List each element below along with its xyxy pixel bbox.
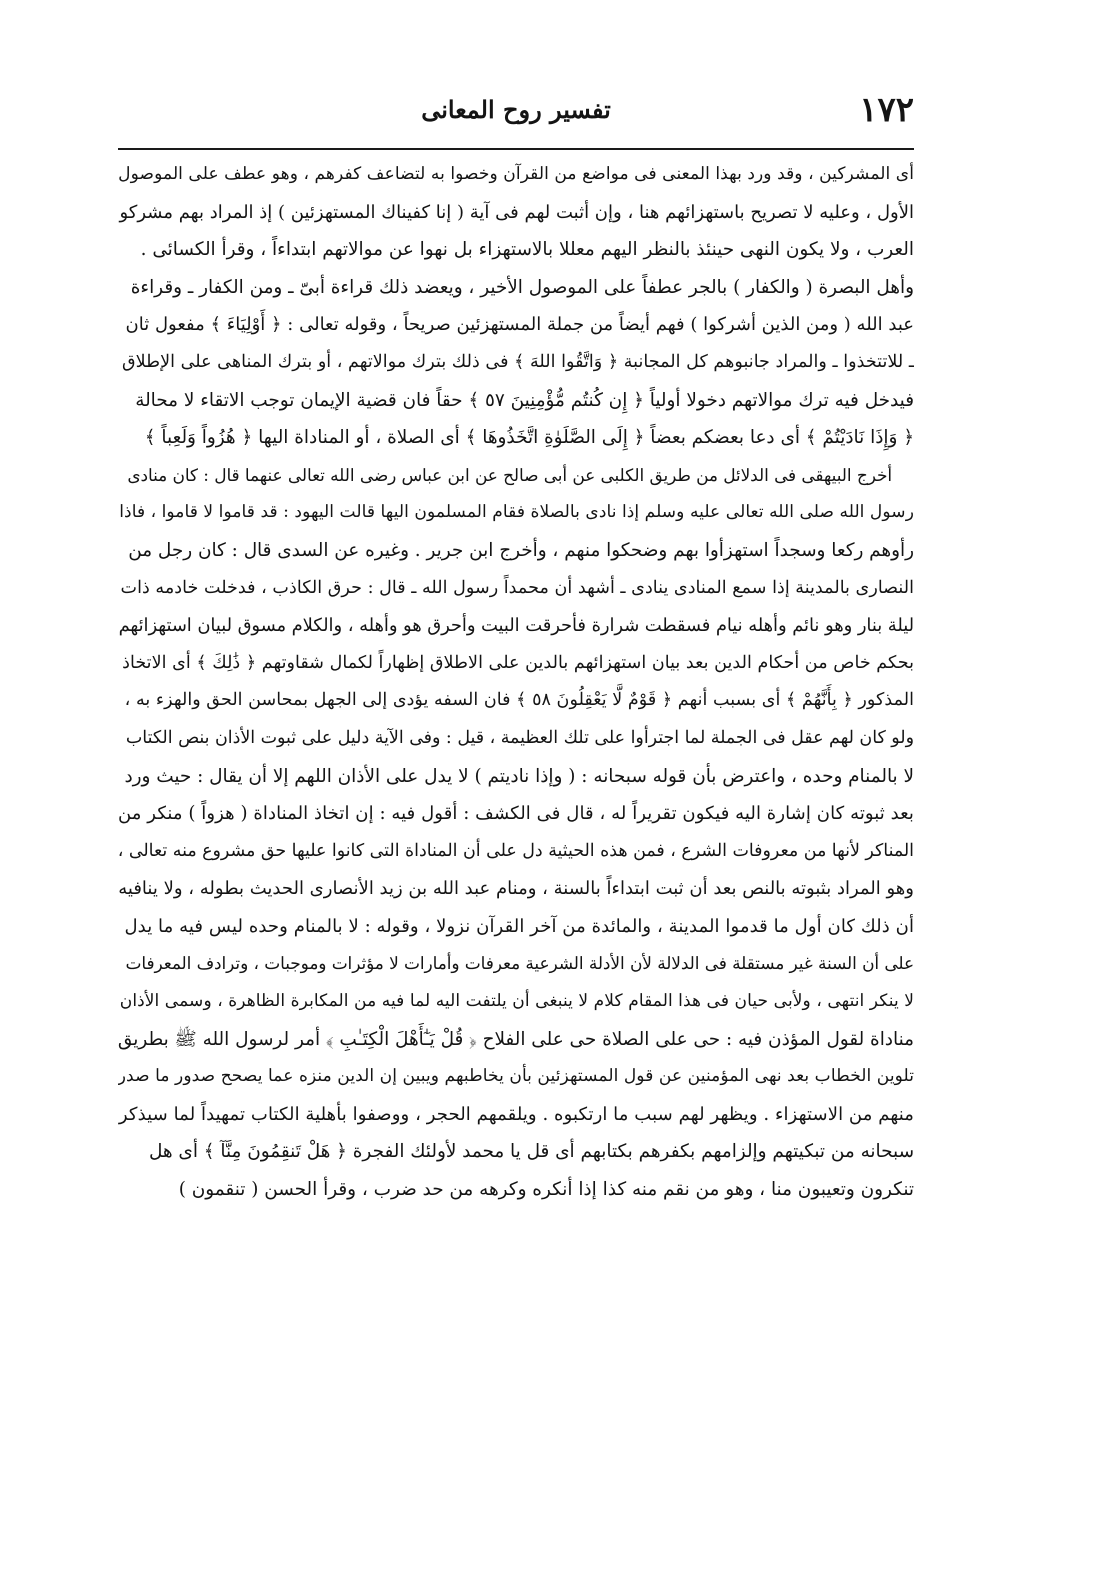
text-line: رأوهم ركعا وسجداً استهزأوا بهم وضحكوا منهم ، وأخرج ابن جرير . وغيره عن السدى قال : كان رجل من xyxy=(128,539,914,561)
text-line: فيدخل فيه ترك موالاتهم دخولا أولياً ﴿ إِن كُنتُم مُّؤْمِنِينَ ٥٧ ﴾ حقاً فان قضية الإيمان توجب الاتقاء لا محالة xyxy=(135,389,914,411)
running-title: تفسير روح المعانى xyxy=(421,95,611,124)
text-line: ولو كان لهم عقل فى الجملة لما اجترأوا على تلك العظيمة ، قيل : وفى الآية دليل على ثبوت الأذان بنص الكتاب xyxy=(125,727,914,748)
text-line: أى المشركين ، وقد ورد بهذا المعنى فى مواضع من القرآن وخصوا به لتضاعف كفرهم ، وهو عطف على الموصول xyxy=(118,164,914,184)
text-line: بحكم خاص من أحكام الدين بعد بيان استهزائهم بالدين على الاطلاق إظهاراً لكمال شقاوتهم ﴿ ذَٰلِكَ ﴾ أى الاتخاذ xyxy=(122,652,914,673)
text-line: بعد ثبوته كان إشارة اليه فيكون تقريراً له ، قال فى الكشف : أقول فيه : إن اتخاذ المناداة ( هزواً ) منكر من xyxy=(118,803,914,825)
text-line: رسول الله صلى الله تعالى عليه وسلم إذا نادى بالصلاة فقام المسلمون اليها قالت اليهود : قد قاموا لا قاموا ، فاذا xyxy=(119,502,914,523)
text-line: على أن السنة غير مستقلة فى الدلالة لأن الأدلة الشرعية معرفات وأمارات لا مؤثرات وموجبات ، وترادف المعرفات xyxy=(125,953,914,974)
text-line: مناداة لقول المؤذن فيه : حى على الصلاة حى على الفلاح ﴿ قُلْ يَـٰٓأَهْلَ الْكِتَـٰبِ ﴾ أمر لرسول الله ﷺ بطريق xyxy=(118,1028,914,1050)
header-rule xyxy=(118,148,914,150)
text-line: المناكر لأنها من معروفات الشرع ، فمن هذه الحيثية دل على أن المناداة التى كانوا عليها حق مشروع منه تعالى ، xyxy=(118,840,914,861)
text-line: أخرج البيهقى فى الدلائل من طريق الكلبى عن أبى صالح عن ابن عباس رضى الله تعالى عنهما قال : كان منادى xyxy=(127,464,892,485)
text-line: المذكور ﴿ بِأَنَّهُمْ ﴾ أى بسبب أنهم ﴿ قَوْمٌ لَّا يَعْقِلُونَ ٥٨ ﴾ فان السفه يؤدى إلى الجهل بمحاسن الحق والهزء به ، xyxy=(124,690,914,711)
text-line: العرب ، ولا يكون النهى حينئذ بالنظر اليهم معللا بالاستهزاء بل نهوا عن موالاتهم ابتداءاً ، وقرأ الكسائى . xyxy=(140,239,914,261)
text-line: ليلة بنار وهو نائم وأهله نيام فسقطت شرارة فأحرقت البيت وأحرق هو وأهله ، والكلام مسوق لبيان استهزائهم xyxy=(118,615,914,637)
text-line: ﴿ وَإِذَا نَادَيْتُمْ ﴾ أى دعا بعضكم بعضاً ﴿ إِلَى الصَّلَوٰةِ اتَّخَذُوهَا ﴾ أى الصلاة ، أو المناداة اليها ﴿ هُزُواً وَلَعِباً ﴾ xyxy=(144,427,914,449)
text-line: لا بالمنام وحده ، واعترض بأن قوله سبحانه : ( وإذا ناديتم ) لا يدل على الأذان اللهم إلا أن يقال : حيث ورد xyxy=(124,765,914,787)
text-line: تلوين الخطاب بعد نهى المؤمنين عن قول المستهزئين بأن يخاطبهم ويبين إن الدين منزه عما يصحح صدور ما صدر xyxy=(118,1066,914,1087)
page-header xyxy=(118,86,914,144)
page-number: ١٧٢ xyxy=(859,90,914,130)
text-line: عبد الله ( ومن الذين أشركوا ) فهم أيضاً من جملة المستهزئين صريحاً ، وقوله تعالى : ﴿ أَوْلِيَاءَ ﴾ مفعول ثان xyxy=(125,314,914,336)
text-line: تنكرون وتعيبون منا ، وهو من نقم منه كذا إذا أنكره وكرهه من حد ضرب ، وقرأ الحسن ( تنقمون ) xyxy=(178,1179,914,1201)
text-line: منهم من الاستهزاء . ويظهر لهم سبب ما ارتكبوه . ويلقمهم الحجر ، ووصفوا بأهلية الكتاب تمهيداً لما سيذكر xyxy=(118,1103,914,1125)
text-line: سبحانه من تبكيتهم وإلزامهم بكفرهم بكتابهم أى قل يا محمد لأولئك الفجرة ﴿ هَلْ تَنقِمُونَ مِنَّآ ﴾ أى هل xyxy=(148,1141,914,1163)
text-line: النصارى بالمدينة إذا سمع المنادى ينادى ـ أشهد أن محمداً رسول الله ـ قال : حرق الكاذب ، فدخلت خادمه ذات xyxy=(120,577,914,598)
text-line: وأهل البصرة ( والكفار ) بالجر عطفاً على الموصول الأخير ، ويعضد ذلك قراءة أبىّ ـ ومن الكفار ـ وقراءة xyxy=(130,276,914,298)
text-line: ـ للاتتخذوا ـ والمراد جانبوهم كل المجانبة ﴿ وَاتَّقُوا اللهَ ﴾ فى ذلك بترك موالاتهم ، أو بترك المناهى على الإطلاق xyxy=(121,351,914,372)
text-line: أن ذلك كان أول ما قدموا المدينة ، والمائدة من آخر القرآن نزولا ، وقوله : لا بالمنام وحده ليس فيه ما يدل xyxy=(124,915,914,937)
text-body xyxy=(118,156,914,1209)
text-line: وهو المراد بثبوته بالنص بعد أن ثبت ابتداءاً بالسنة ، ومنام عبد الله بن زيد الأنصارى الحديث بطوله ، ولا ينافيه xyxy=(118,878,914,900)
text-line: لا ينكر انتهى ، ولأبى حيان فى هذا المقام كلام لا ينبغى أن يلتفت اليه لما فيه من المكابرة الظاهرة ، وسمى الأذان xyxy=(119,991,914,1012)
text-line: الأول ، وعليه لا تصريح باستهزائهم هنا ، وإن أثبت لهم فى آية ( إنا كفيناك المستهزئين ) إذ المراد بهم مشركو xyxy=(119,201,914,223)
